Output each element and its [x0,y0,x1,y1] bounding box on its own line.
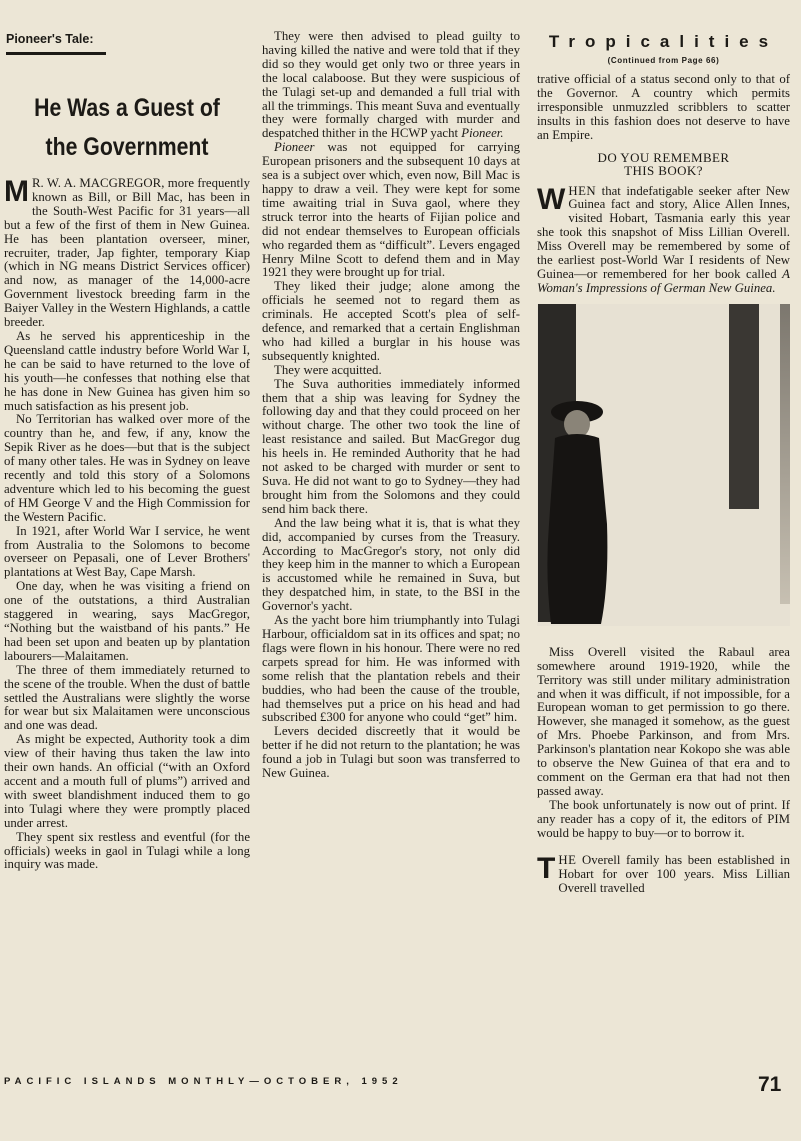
continued-note: (Continued from Page 66) [607,56,720,65]
photo-edge [780,304,790,604]
column-pioneers-tale [4,30,250,872]
paragraph: They were acquitted. [274,362,382,377]
lead-smallcaps: HEN [568,183,597,198]
kicker-rule [6,52,106,55]
book-title: A Woman's Impressions of German New Guinea. [537,266,790,295]
drop-cap: T [537,852,556,886]
headline-line-2: the Government [45,133,209,161]
lead-paragraph [4,177,250,330]
kicker: Pioneer's Tale: [6,32,94,46]
ship-name: Pioneer [274,140,315,155]
drop-cap: M [4,175,29,208]
footer-publication: PACIFIC ISLANDS MONTHLY—OCTOBER, 1952 [4,1076,403,1087]
paragraph-text: They were then advised to plead guilty to having killed the native and were told that if they did so they would get only two or three years in the local calaboose. But they were suspicious of the Tulagi set-up and demanded a full trial with all the trimmings. This meant Suva and eventually they were formally charged with murder and despatched thither in the HCWP yacht [262,29,520,141]
book-paragraph [537,182,790,296]
page-number: 71 [758,1073,782,1096]
paragraph: As might be expected, Authority took a dim view of their having thus taken the law into their own hands. An official (“with an Oxford accent and a mouth full of plums”) arrived and with sweet blandishment induced them to go into Tulagi where they were promptly placed under arrest. [4,732,250,830]
lead-text: R. W. A. MACGREGOR, more frequently known as Bill, or Bill Mac, has been in the South-West Pacific for 31 years—all but a few of the first of them in New Guinea. He has been plantation overseer, miner, recruiter, trader, Jap fighter, temporary Kiap (which in NG means District Services officer) and now, as manager of the 14,000-acre Government livestock breeding farm in the Baiyer Valley in the Western Highlands, a cattle breeder. [4,176,250,330]
paragraph: And the law being what it is, that is what they did, accompanied by curses from the Treasury. According to MacGregor's story, not only did they keep him in the manner to which a European is accustomed while he remained in Suva, but they despatched him, in state, to the BSI in the Governor's yacht. [262,515,520,614]
paragraph: The three of them immediately returned to the scene of the trouble. When the dust of battle settled the Australians were slightly the worse for wear but six Malaitamen were unconscious and one was dead. [4,662,250,733]
paragraph-text: Overell family has been established in Hobart for over 100 years. Miss Lillian Overell travelled [558,853,790,896]
subhead [537,151,790,177]
paragraph: The book unfortunately is now out of print. If any reader has a copy of it, the editors of PIM would be happy to buy—or to borrow it. [537,797,790,840]
subhead-line-2: THIS BOOK? [624,162,703,178]
paragraph: They spent six restless and eventful (for the officials) weeks in gaol in Tulagi while a long inquiry was made. [4,829,250,872]
paragraph: As the yacht bore him triumphantly into Tulagi Harbour, officialdom sat in its offices and spat; no flags were flown in his honour. There were no red carpets spread for him. He was informed with some relish that the plantation rebels and their buddies, who had been the cause of the trouble, had themselves put a price on his head and had subscribed £300 for anyone who could “get” him. [262,613,520,725]
section-title: Tropicalities [548,32,779,51]
headline [22,89,231,167]
paragraph: No Territorian has walked over more of the country than he, and few, if any, know the Sepik River as he does—but that is the subject of many other tales. He was in Sydney on leave recently and told this story of a Solomons adventure which led to his becoming the guest of HM George V and the High Commission for the Western Pacific. [4,412,250,524]
paragraph-text: that indefatigable seeker after New Guinea fact and story, Alice Allen Innes, visited Hobart, Tasmania early this year she took this snapshot of Miss Lillian Overell. Miss Overell may be remembered by some of the earliest post-World War I residents of New Guinea—or remembered for her book called [537,183,790,281]
paragraph: In 1921, after World War I service, he went from Australia to the Solomons to become overseer on Pepasali, one of Lever Brothers' plantations at West Bay, Cape Marsh. [4,523,250,580]
photo-door-panel [729,304,759,509]
column-continued-story [262,30,520,781]
ship-name: Pioneer. [461,126,504,141]
paragraph: They liked their judge; alone among the officials he seemed not to regard them as criminals. He accepted Scott's plea of self-defence, and remarked that a certain Englishman who had killed a burglar in his house was subsequently knighted. [262,279,520,363]
paragraph: As he served his apprenticeship in the Queensland cattle industry before World War I, he can be said to have returned to the love of his youth—he confesses that nothing else that he has done in New Guinea has given him so much satisfaction as his present job. [4,328,250,413]
paragraph: One day, when he was visiting a friend on one of the outstations, a third Australian staggered in wearing, says MacGregor, “Nothing but the waistband of his pants.” He had been set upon and beaten up by plantation labourers—Malaitamen. [4,579,250,663]
subhead-line-1: DO YOU REMEMBER [597,149,730,165]
closing-paragraph [537,854,790,896]
lead-smallcaps: HE [558,853,577,868]
paragraph: Miss Overell visited the Rabaul area somewhere around 1919-1920, while the Territory was still under military administration and when it was difficult, if not impossible, for a European woman to get permission to go there. However, she managed it somehow, as the guest of Mrs. Phoebe Parkinson, and from Mrs. Parkinson's plantation near Kokopo she was able to observe the New Guinea of that era and to comment on the German era that had not then passed away. [537,644,790,798]
photo-miss-overell [537,304,790,626]
paragraph-text: was not equipped for carrying European prisoners and the subsequent 10 days at sea is a subject over which, even now, Bill Mac is happy to draw a veil. They were kept for some time awaiting trial in Suva gaol, where they struck terror into the hearts of Fijian police and did not endear themselves to European officials who regarded them as “difficult”. Levers engaged Henry Milne Scott to defend them and in May 1921 they were brought up for trial. [262,140,520,280]
column-tropicalities [537,30,790,896]
woman-figure-illustration [537,394,617,624]
paragraph: Levers decided discreetly that it would be better if he did not return to the plantation; he was found a job in Tulagi but soon was transferred to New Guinea. [262,724,520,781]
drop-cap: W [537,182,566,216]
paragraph [262,141,520,280]
headline-line-1: He Was a Guest of [34,94,220,122]
paragraph: trative official of a status second only to that of the Governor. A country which permits irresponsible unmuzzled scribblers to scatter insults in this fashion does not deserve to have an Empire. [537,72,790,142]
paragraph [262,30,520,141]
paragraph: The Suva authorities immediately informed them that a ship was leaving for Sydney the following day and that they could proceed on her without charge. The other two took the line of least resistance and sailed. But MacGregor dug his heels in. He reminded Authority that he had not asked to be charged with murder or sent to Suva. He did not want to go to Sydney—they had brought him from the Solomons and they could send him back there. [262,376,520,516]
